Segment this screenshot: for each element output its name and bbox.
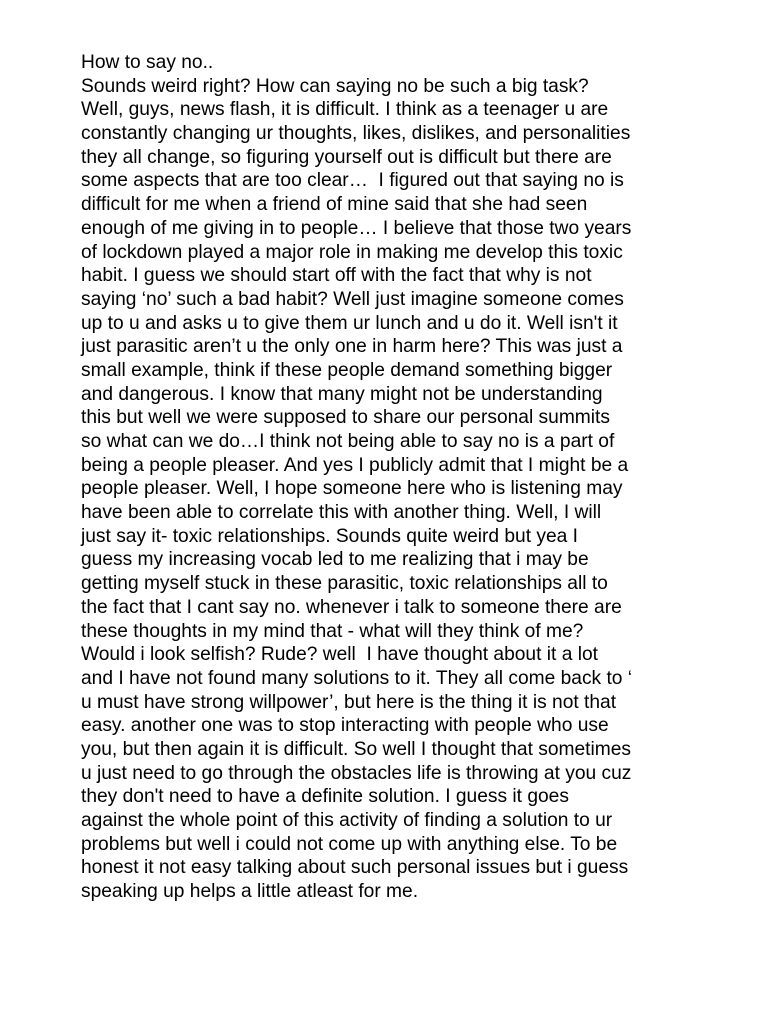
- text-line: habit. I guess we should start off with the fact that why is not: [81, 265, 592, 287]
- text-line: constantly changing ur thoughts, likes, dislikes, and personalities: [81, 123, 631, 145]
- text-line: up to u and asks u to give them ur lunch and u do it. Well isn't it: [81, 312, 618, 334]
- text-line: against the whole point of this activity of finding a solution to ur: [81, 810, 613, 831]
- text-line: these thoughts in my mind that - what will they think of me?: [81, 620, 584, 642]
- document-body: [81, 51, 701, 904]
- text-line: u must have strong willpower’, but here is the thing it is not that: [81, 691, 617, 713]
- text-line: Well, guys, news flash, it is difficult. I think as a teenager u are: [81, 99, 609, 121]
- text-line: people pleaser. Well, I hope someone here who is listening may: [81, 478, 623, 500]
- text-line: they don't need to have a definite solution. I guess it goes: [81, 786, 569, 808]
- text-line: and dangerous. I know that many might not be understanding: [81, 383, 603, 405]
- text-line: the fact that I cant say no. whenever i talk to someone there are: [81, 596, 622, 618]
- text-line: and I have not found many solutions to it. They all come back to ‘: [81, 667, 633, 689]
- text-line: speaking up helps a little atleast for me.: [81, 881, 419, 903]
- text-line: just parasitic aren’t u the only one in harm here? This was just a: [81, 336, 623, 358]
- text-line: u just need to go through the obstacles life is throwing at you cuz: [81, 762, 632, 784]
- text-line: so what can we do…I think not being able to say no is a part of: [81, 431, 615, 452]
- text-line: getting myself stuck in these parasitic, toxic relationships all to: [81, 573, 608, 595]
- text-line: of lockdown played a major role in making me develop this toxic: [81, 241, 623, 263]
- text-line: have been able to correlate this with another thing. Well, I will: [81, 502, 602, 524]
- text-line: difficult for me when a friend of mine said that she had seen: [81, 194, 588, 216]
- text-line: Sounds weird right? How can saying no be such a big task?: [81, 75, 589, 97]
- text-line: Would i look selfish? Rude? well I have thought about it a lot: [81, 644, 598, 666]
- text-line: this but well we were supposed to share our personal summits: [81, 407, 610, 429]
- text-line: honest it not easy talking about such personal issues but i guess: [81, 857, 629, 879]
- text-line: saying ‘no’ such a bad habit? Well just imagine someone comes: [81, 288, 624, 310]
- text-line: they all change, so figuring yourself out is difficult but there are: [81, 146, 612, 168]
- document-title: How to say no..: [81, 52, 214, 73]
- text-line: just say it- toxic relationships. Sounds quite weird but yea I: [81, 525, 578, 547]
- text-line: guess my increasing vocab led to me realizing that i may be: [81, 549, 589, 571]
- text-line: you, but then again it is difficult. So well I thought that sometimes: [81, 738, 631, 760]
- text-line: problems but well i could not come up with anything else. To be: [81, 833, 618, 855]
- text-line: enough of me giving in to people… I believe that those two years: [81, 217, 632, 239]
- text-line: easy. another one was to stop interacting with people who use: [81, 715, 609, 737]
- text-line: being a people pleaser. And yes I publicly admit that I might be a: [81, 454, 629, 476]
- text-line: some aspects that are too clear… I figured out that saying no is: [81, 170, 624, 192]
- text-line: small example, think if these people demand something bigger: [81, 359, 613, 381]
